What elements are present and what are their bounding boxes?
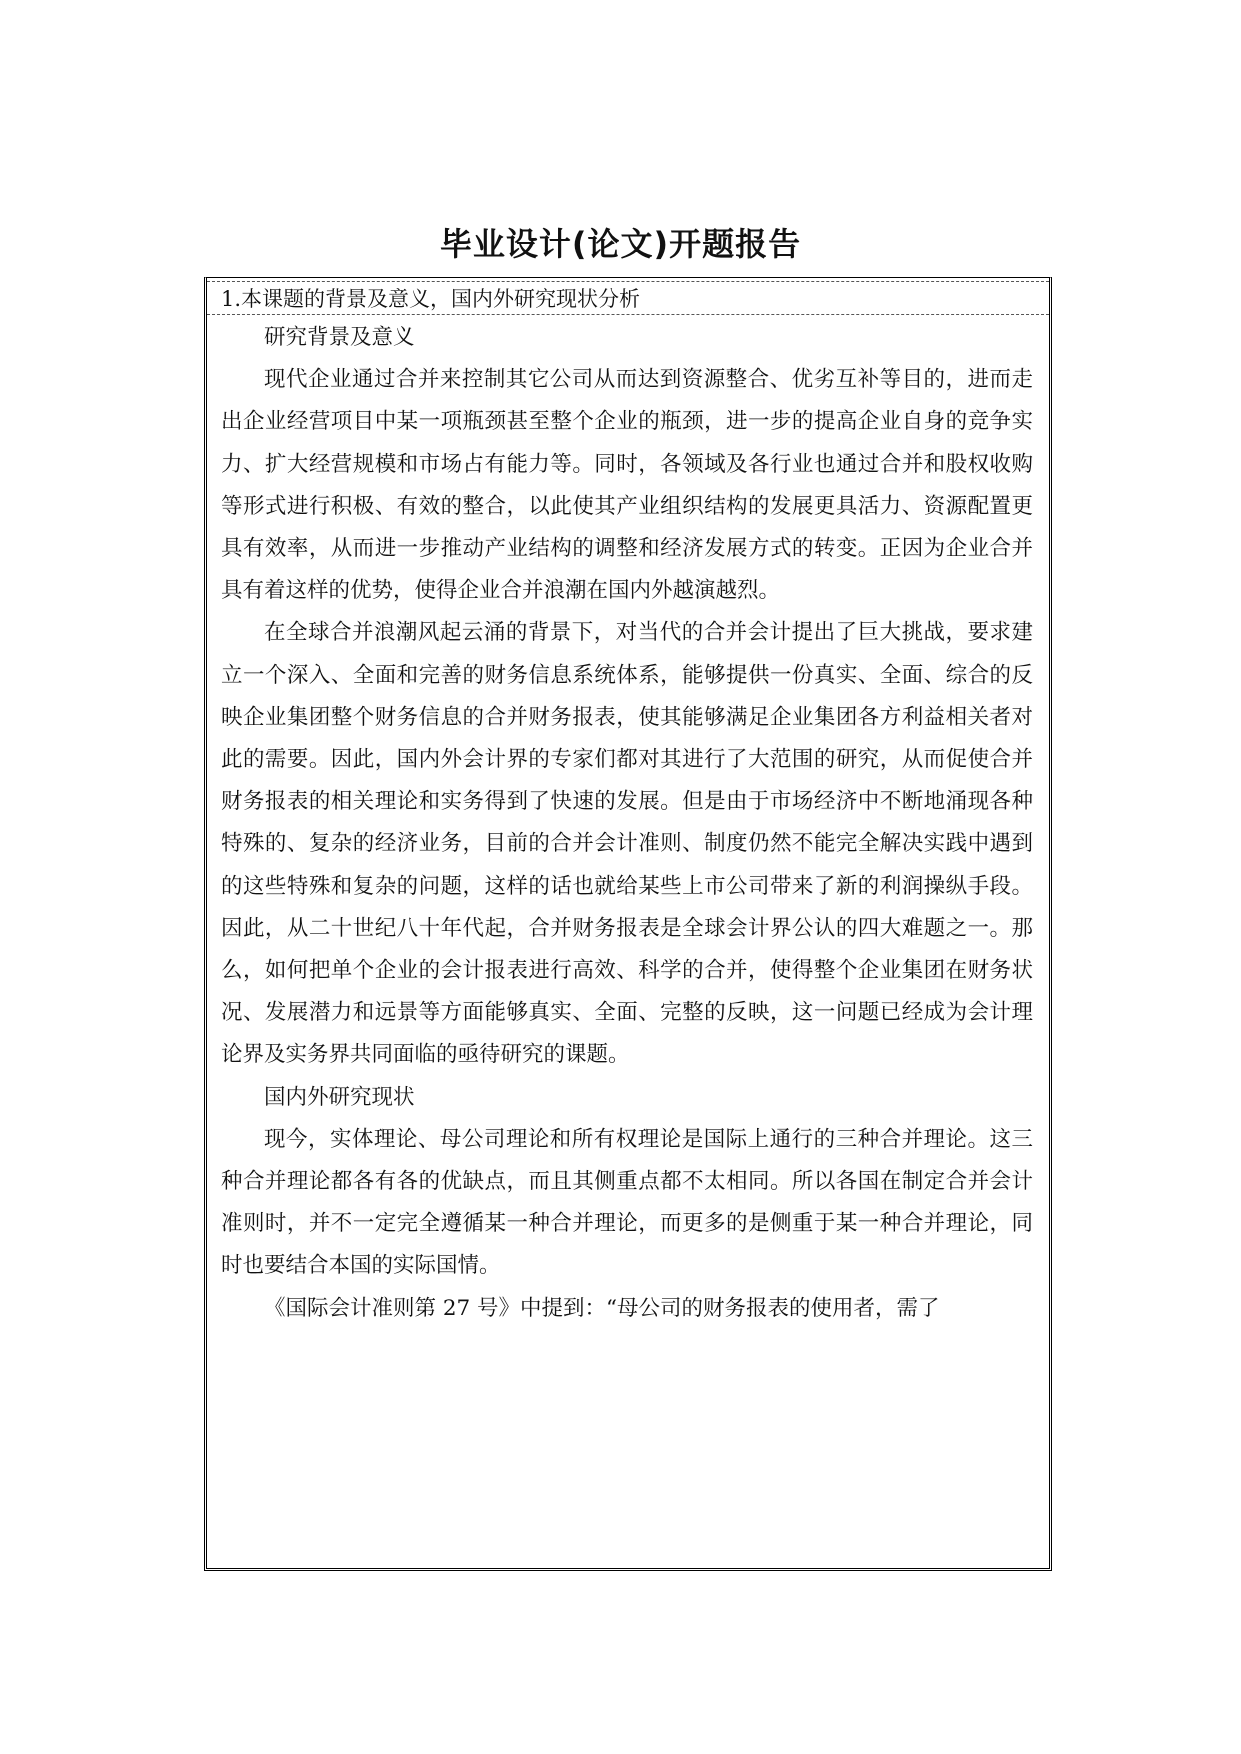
paragraph-merger-theories: 现今，实体理论、母公司理论和所有权理论是国际上通行的三种合并理论。这三种合并理论都各有各的优缺点，而且其侧重点都不太相同。所以各国在制定合并会计准则时，并不一定完全遵循某一种合并理论，而更多的是侧重于某一种合并理论，同时也要结合本国的实际国情。 (221, 1126, 1033, 1279)
subheading-background: 研究背景及意义 (264, 325, 415, 350)
paragraph-background: 现代企业通过合并来控制其它公司从而达到资源整合、优劣互补等目的，进而走出企业经营项目中某一项瓶颈甚至整个企业的瓶颈，进一步的提高企业自身的竞争实力、扩大经营规模和市场占有能力等。同时，各领域及各行业也通过合并和股权收购等形式进行积极、有效的整合，以此使其产业组织结构的发展更具活力、资源配置更具有效率，从而进一步推动产业结构的调整和经济发展方式的转变。正因为企业合并具有着这样的优势，使得企业合并浪潮在国内外越演越烈。 (221, 367, 1033, 604)
section-heading: 1.本课题的背景及意义，国内外研究现状分析 (207, 281, 1049, 315)
subheading-research-status: 国内外研究现状 (264, 1084, 415, 1110)
paragraph-ias27: 《国际会计准则第 27 号》中提到：“母公司的财务报表的使用者，需了 (264, 1295, 940, 1321)
report-table (204, 277, 1052, 1571)
paragraph-global-merger: 在全球合并浪潮风起云涌的背景下，对当代的合并会计提出了巨大挑战，要求建立一个深入、全面和完善的财务信息系统体系，能够提供一份真实、全面、综合的反映企业集团整个财务信息的合并财务报表，使其能够满足企业集团各方利益相关者对此的需要。因此，国内外会计界的专家们都对其进行了大范围的研究，从而促使合并财务报表的相关理论和实务得到了快速的发展。但是由于市场经济中不断地涌现各种特殊的、复杂的经济业务，目前的合并会计准则、制度仍然不能完全解决实践中遇到的这些特殊和复杂的问题，这样的话也就给某些上市公司带来了新的利润操纵手段。因此，从二十世纪八十年代起，合并财务报表是全球会计界公认的四大难题之一。那么，如何把单个企业的会计报表进行高效、科学的合并，使得整个企业集团在财务状况、发展潜力和远景等方面能够真实、全面、完整的反映，这一问题已经成为会计理论界及实务界共同面临的亟待研究的课题。 (221, 620, 1033, 1068)
page-title: 毕业设计(论文)开题报告 (439, 225, 802, 263)
section-body (207, 315, 1049, 1330)
